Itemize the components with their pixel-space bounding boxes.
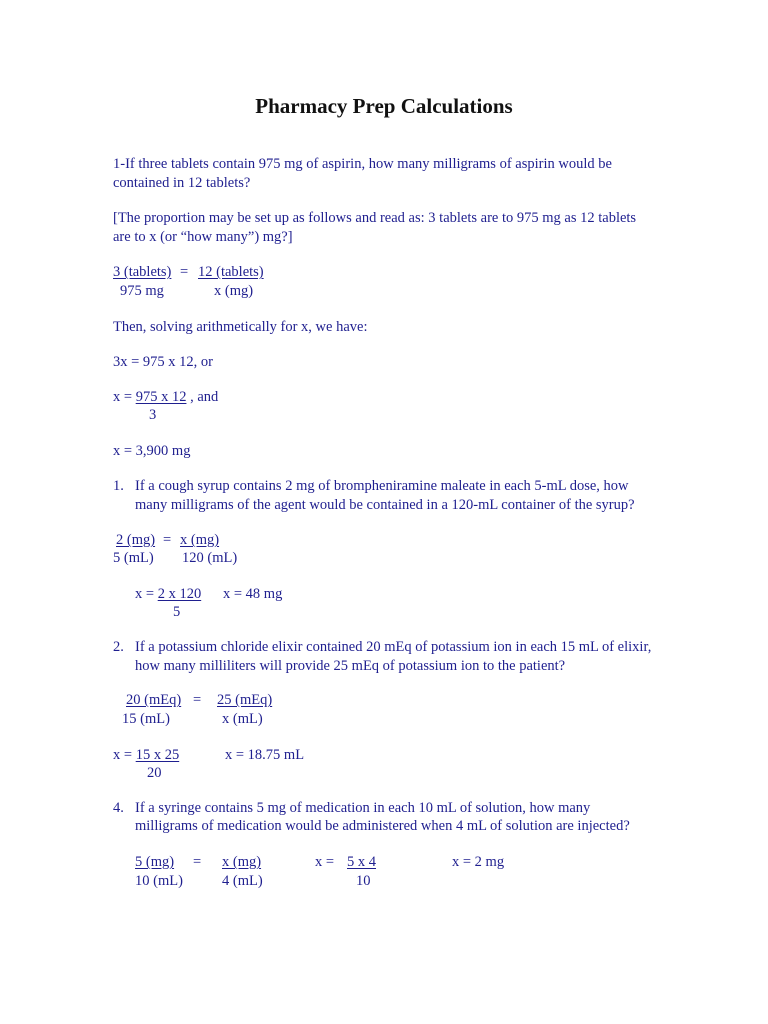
fraction-numerator: 20 (mEq) — [126, 692, 182, 708]
fraction-denominator: 20 — [147, 765, 162, 781]
problem-number: 1. — [113, 478, 124, 494]
fraction-numerator: x (mg) — [222, 854, 262, 870]
equation-label: x = — [315, 854, 335, 870]
fraction-numerator: 5 x 4 — [347, 854, 376, 870]
equation-line: x = 975 x 12 , and — [113, 389, 219, 405]
question-line: many milligrams of the agent would be contained in a 120-mL container of the syrup? — [135, 497, 635, 513]
fraction-numerator: 5 (mg) — [135, 854, 175, 870]
fraction-denominator: x (mL) — [222, 711, 263, 727]
question-line: milligrams of medication would be administered when 4 mL of solution are injected? — [135, 818, 630, 834]
fraction-numerator: x (mg) — [180, 532, 220, 548]
fraction-numerator: 12 (tablets) — [198, 264, 264, 280]
equals-sign: = — [193, 692, 202, 708]
fraction-numerator: 2 (mg) — [116, 532, 156, 548]
explanation-line: [The proportion may be set up as follows and read as: 3 tablets are to 975 mg as 12 tablets — [113, 210, 637, 226]
fraction-denominator: 120 (mL) — [182, 550, 238, 566]
equals-sign: = — [180, 264, 189, 280]
page-title: Pharmacy Prep Calculations — [255, 94, 513, 118]
fraction-numerator: 25 (mEq) — [217, 692, 273, 708]
problem-number: 4. — [113, 800, 124, 816]
equals-sign: = — [193, 854, 202, 870]
result-line: x = 18.75 mL — [225, 747, 305, 763]
explanation-line: are to x (or “how many”) mg?] — [113, 229, 293, 245]
fraction-denominator: 5 (mL) — [113, 550, 154, 566]
question-line: If a potassium chloride elixir contained 20 mEq of potassium ion in each 15 mL of elixir, — [135, 639, 652, 655]
question-line: how many milliliters will provide 25 mEq of potassium ion to the patient? — [135, 658, 566, 674]
fraction-denominator: 5 — [173, 604, 181, 620]
fraction-denominator: 4 (mL) — [222, 873, 263, 889]
result-line: x = 2 mg — [452, 854, 505, 870]
question-line: contained in 12 tablets? — [113, 175, 251, 191]
fraction-denominator: x (mg) — [214, 283, 254, 299]
text-line: Then, solving arithmetically for x, we have: — [113, 319, 368, 335]
question-line: If a cough syrup contains 2 mg of brompheniramine maleate in each 5-mL dose, how — [135, 478, 629, 494]
question-line: If a syringe contains 5 mg of medication in each 10 mL of solution, how many — [135, 800, 591, 816]
fraction-denominator: 3 — [149, 407, 157, 423]
equals-sign: = — [163, 532, 172, 548]
result-line: x = 48 mg — [223, 586, 283, 602]
fraction-numerator: 3 (tablets) — [113, 264, 172, 280]
fraction-denominator: 15 (mL) — [122, 711, 170, 727]
fraction-denominator: 10 (mL) — [135, 873, 183, 889]
equation-line: 3x = 975 x 12, or — [113, 354, 214, 370]
problem-number: 2. — [113, 639, 124, 655]
question-line: 1-If three tablets contain 975 mg of aspirin, how many milligrams of aspirin would be — [113, 156, 612, 172]
result-line: x = 3,900 mg — [113, 443, 191, 459]
fraction-denominator: 975 mg — [120, 283, 164, 299]
equation-line: x = 2 x 120 — [135, 586, 202, 602]
fraction-denominator: 10 — [356, 873, 371, 889]
equation-line: x = 15 x 25 — [113, 747, 180, 763]
